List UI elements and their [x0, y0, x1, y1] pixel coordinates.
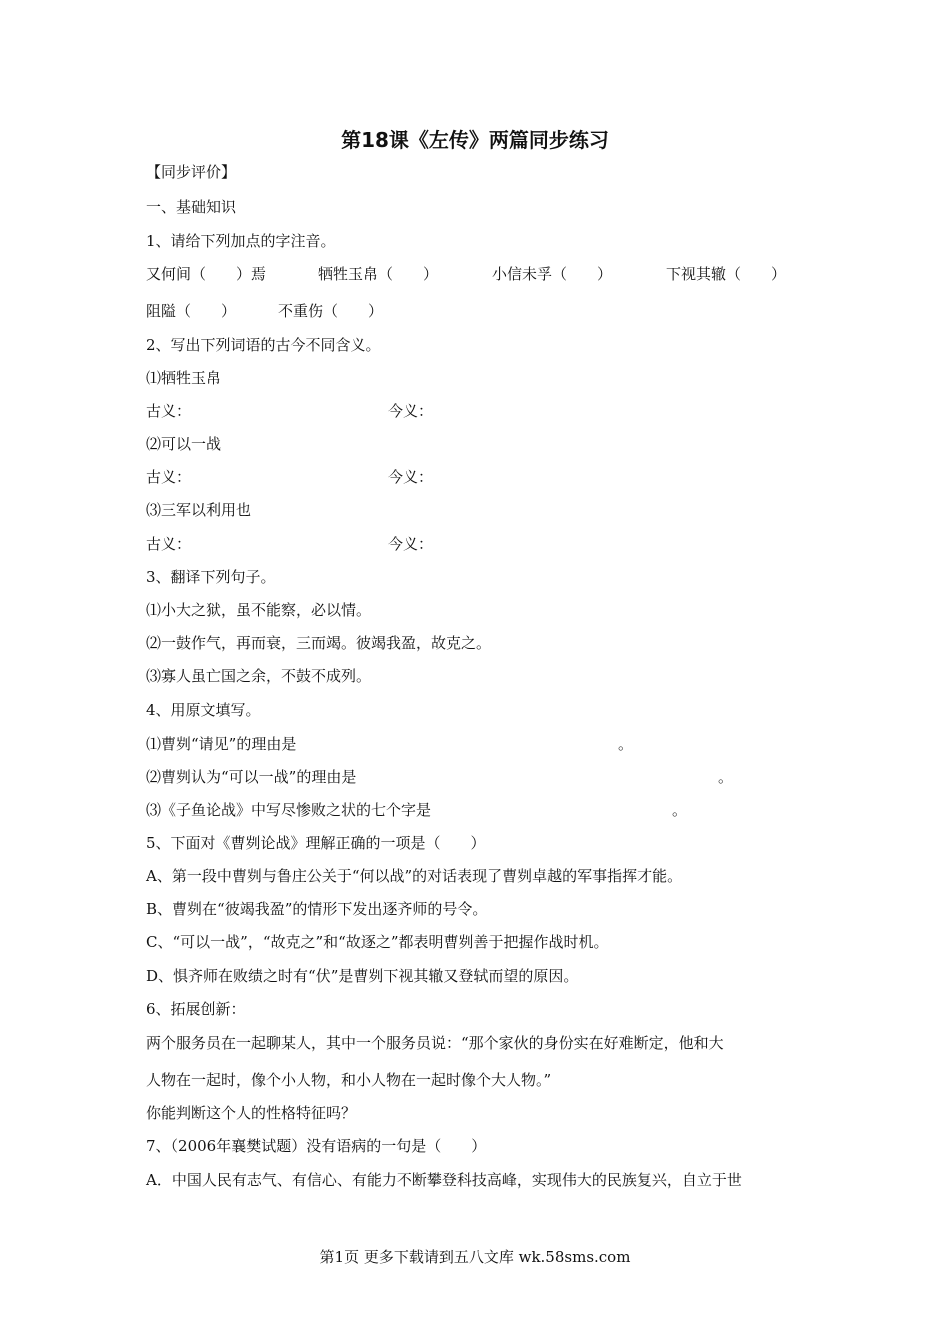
q2-prompt: 2、写出下列词语的古今不同含义。: [146, 336, 381, 354]
q2-jin-label: 今义：: [388, 468, 434, 486]
q6-prompt: 6、拓展创新：: [146, 1000, 246, 1018]
q1-item: 阻隘（ ）: [146, 302, 237, 320]
q3-item: ⑴小大之狱，虽不能察，必以情。: [146, 601, 372, 619]
q5-option: B、曹刿在“彼竭我盈”的情形下发出逐齐师的号令。: [146, 900, 488, 918]
q6-text: 人物在一起时，像个小人物，和小人物在一起时像个大人物。”: [146, 1071, 552, 1089]
q2-gu-label: 古义：: [146, 535, 192, 553]
q5-option: C、“可以一战”，“故克之”和“故逐之”都表明曹刿善于把握作战时机。: [146, 933, 609, 951]
q1-item: 不重伤（ ）: [278, 302, 384, 320]
q5-option: A、第一段中曹刿与鲁庄公关于“何以战”的对话表现了曹刿卓越的军事指挥才能。: [146, 867, 683, 885]
q3-item: ⑶寡人虽亡国之余，不鼓不成列。: [146, 667, 372, 685]
part-heading: 一、基础知识: [146, 198, 237, 216]
section-heading: 【同步评价】: [146, 163, 237, 181]
q1-item: 下视其辙（ ）: [666, 265, 787, 283]
q7-option: A．中国人民有志气、有信心、有能力不断攀登科技高峰，实现伟大的民族复兴，自立于世: [146, 1171, 742, 1189]
q2-gu-label: 古义：: [146, 402, 192, 420]
q3-prompt: 3、翻译下列句子。: [146, 568, 276, 586]
q5-prompt: 5、下面对《曹刿论战》理解正确的一项是（ ）: [146, 834, 486, 852]
q1-item: 小信未孚（ ）: [492, 265, 613, 283]
q4-item: ⑶《子鱼论战》中写尽惨败之状的七个字是: [146, 801, 432, 819]
q1-item: 牺牲玉帛（ ）: [318, 265, 439, 283]
q4-prompt: 4、用原文填写。: [146, 701, 261, 719]
page-footer: 第1页 更多下载请到五八文库 wk.58sms.com: [319, 1248, 631, 1266]
q1-item: 又何间（ ）焉: [146, 265, 267, 283]
q4-item: ⑵曹刿认为“可以一战”的理由是: [146, 768, 357, 786]
q2-jin-label: 今义：: [388, 535, 434, 553]
q4-item-end: 。: [618, 735, 634, 753]
q4-item-end: 。: [672, 801, 688, 819]
q4-item-end: 。: [718, 768, 734, 786]
q6-text: 你能判断这个人的性格特征吗？: [146, 1104, 357, 1122]
q5-option: D、惧齐师在败绩之时有“伏”是曹刿下视其辙又登轼而望的原因。: [146, 967, 579, 985]
q2-term: ⑵可以一战: [146, 435, 222, 453]
q2-gu-label: 古义：: [146, 468, 192, 486]
q4-item: ⑴曹刿“请见”的理由是: [146, 735, 297, 753]
q7-prompt: 7、（2006年襄樊试题）没有语病的一句是（ ）: [146, 1137, 487, 1155]
page-title: 第18课《左传》两篇同步练习: [341, 128, 609, 152]
q2-term: ⑴牺牲玉帛: [146, 369, 222, 387]
q3-item: ⑵一鼓作气，再而衰，三而竭。彼竭我盈，故克之。: [146, 634, 492, 652]
q2-term: ⑶三军以利用也: [146, 501, 252, 519]
q2-jin-label: 今义：: [388, 402, 434, 420]
q1-prompt: 1、请给下列加点的字注音。: [146, 232, 336, 250]
q6-text: 两个服务员在一起聊某人，其中一个服务员说：“那个家伙的身份实在好难断定，他和大: [146, 1034, 724, 1052]
